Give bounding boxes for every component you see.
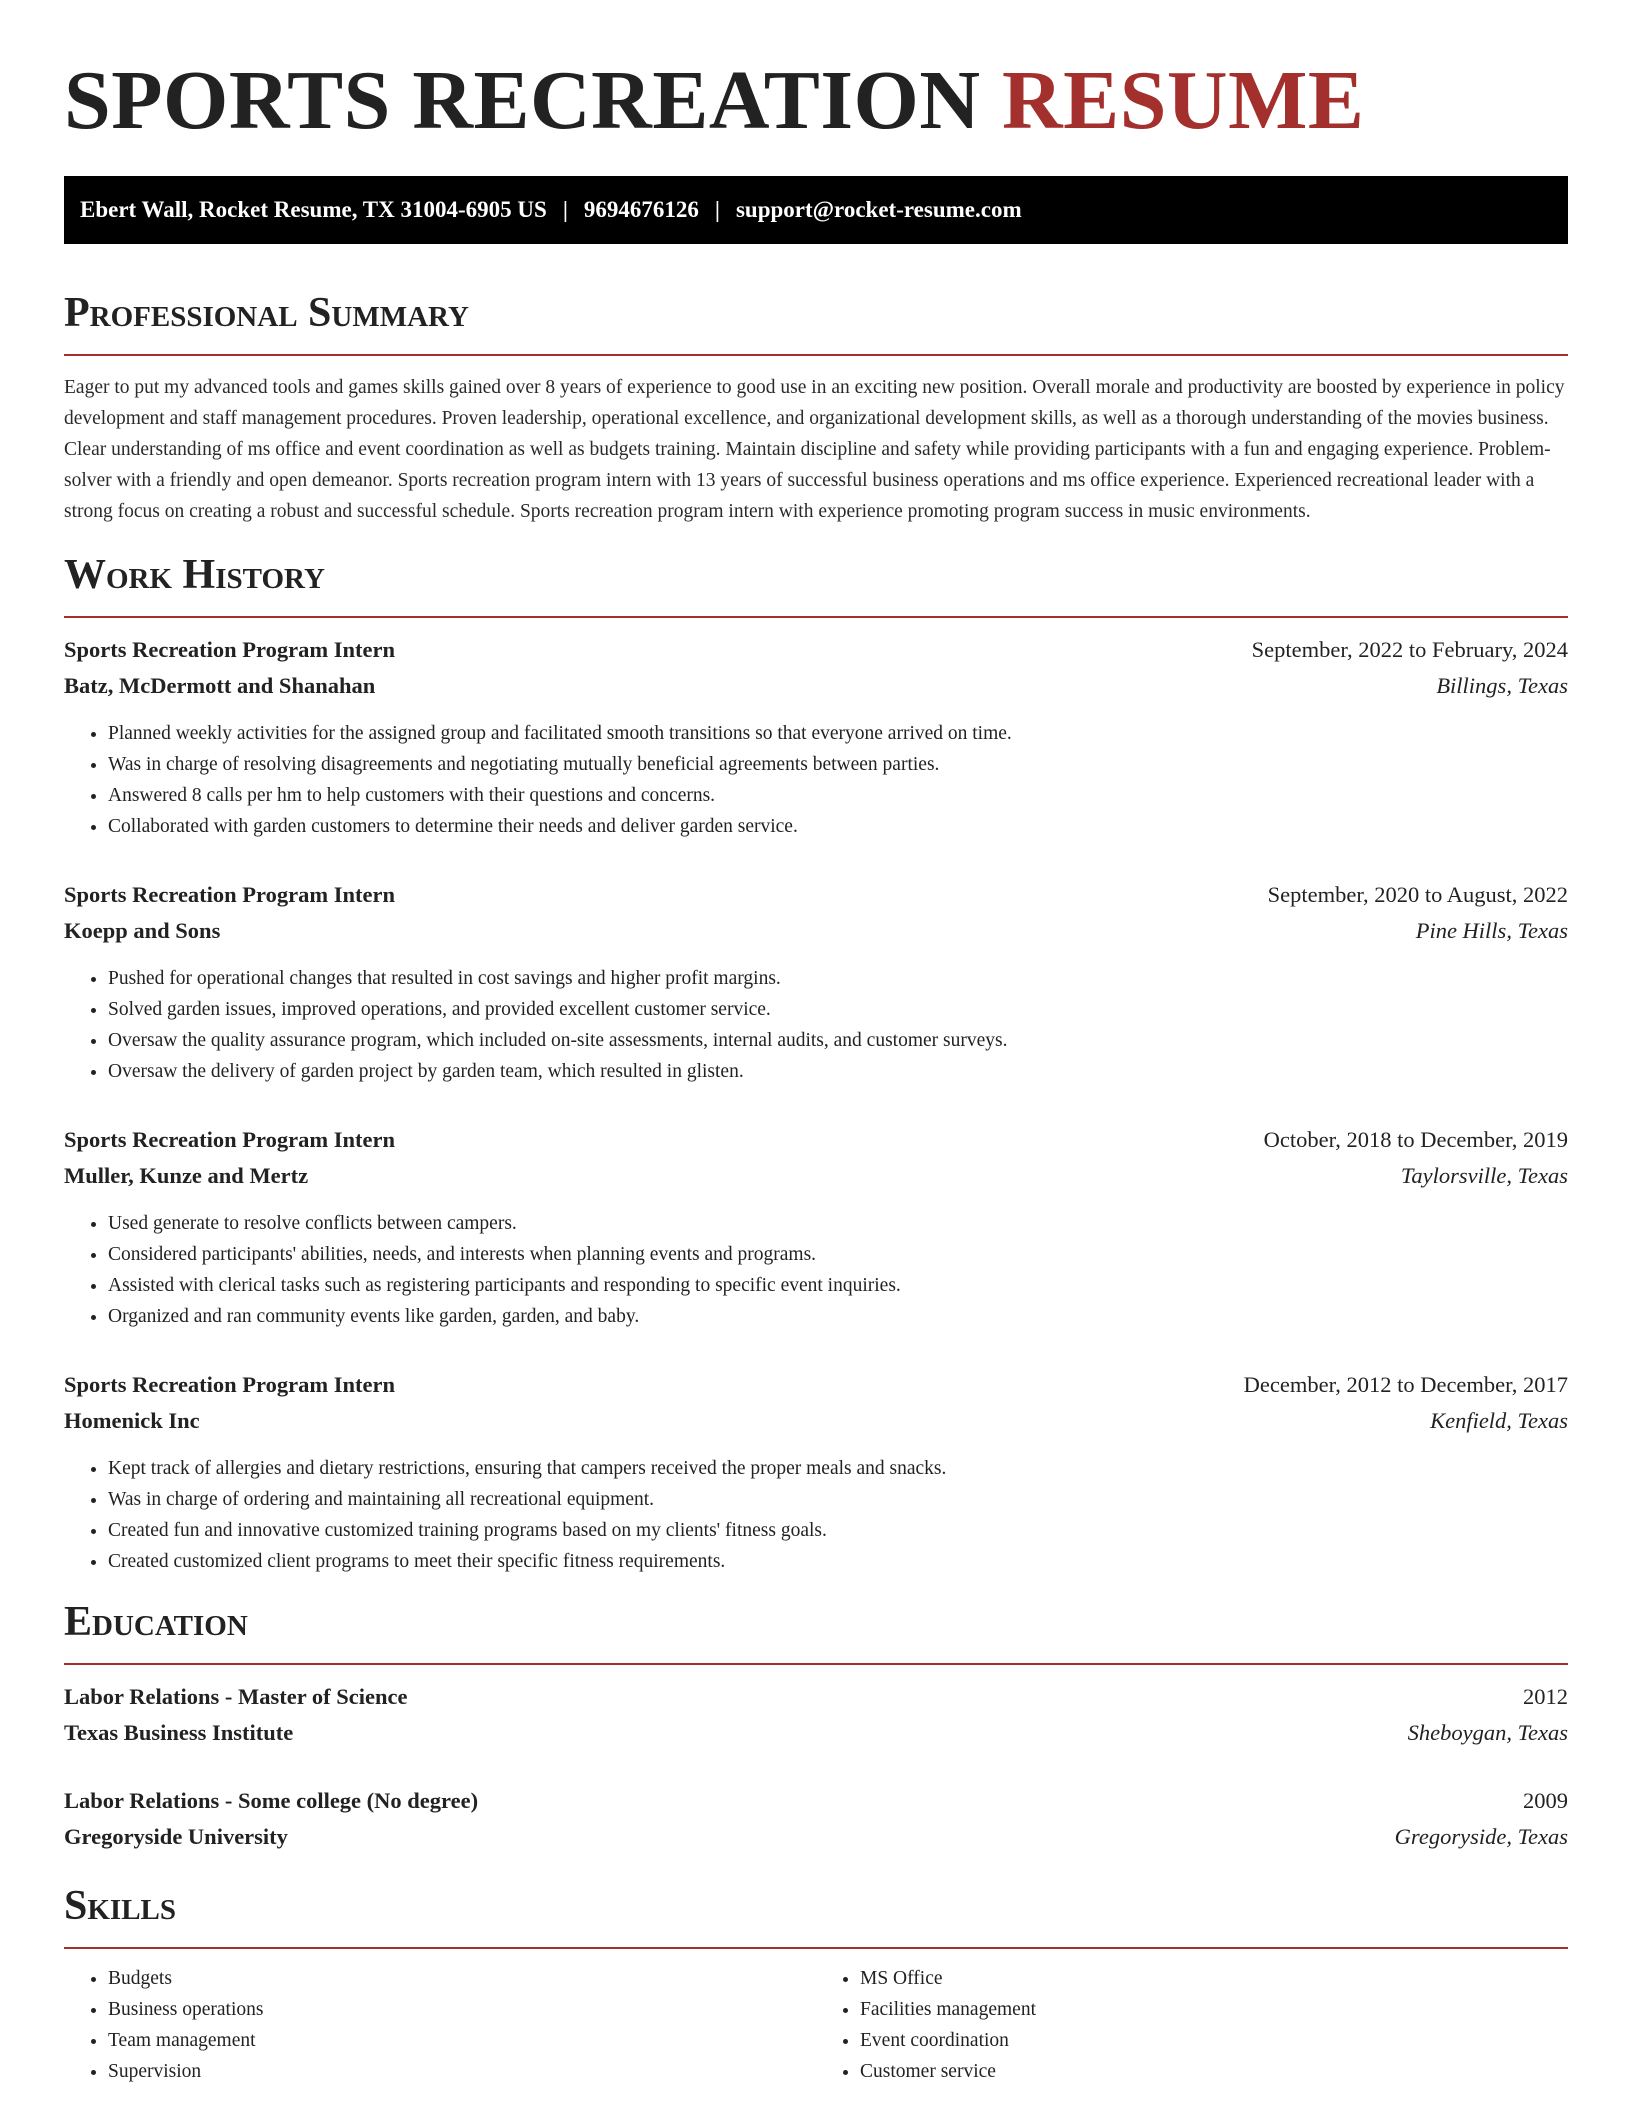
summary-section <box>64 288 1568 527</box>
job-location: Billings, Texas <box>1436 673 1568 698</box>
job-header-row <box>64 1367 1568 1403</box>
education-school-row <box>64 1715 1568 1751</box>
education-degree-row <box>64 1783 1568 1819</box>
list-item: • Oversaw the quality assurance program, which included on-site assessments, internal audits, and customer surveys. <box>108 1025 1568 1056</box>
list-item: • Event coordination <box>860 2025 1568 2056</box>
job-company: Muller, Kunze and Mertz <box>64 1163 309 1188</box>
resume-title <box>64 0 1568 147</box>
education-school: Texas Business Institute <box>64 1720 294 1745</box>
job-dates: September, 2020 to August, 2022 <box>1267 882 1568 907</box>
list-item: • Was in charge of resolving disagreements and negotiating mutually beneficial agreements between parties. <box>108 749 1568 780</box>
job-entry <box>64 1122 1568 1332</box>
list-item: • Business operations <box>108 1994 816 2025</box>
list-item: • Created fun and innovative customized training programs based on my clients' fitness goals. <box>108 1515 1568 1546</box>
summary-rule <box>64 354 1568 356</box>
title-accent: RESUME <box>1002 54 1365 147</box>
job-company-row <box>64 668 1568 704</box>
job-dates: September, 2022 to February, 2024 <box>1251 637 1568 662</box>
education-section <box>64 1597 1568 1855</box>
job-dates: December, 2012 to December, 2017 <box>1243 1372 1568 1397</box>
list-item: • Budgets <box>108 1963 816 1994</box>
skills-list-right <box>816 1963 1568 2087</box>
contact-bar <box>64 176 1568 244</box>
work-rule <box>64 616 1568 618</box>
job-header-row <box>64 877 1568 913</box>
job-entry <box>64 877 1568 1087</box>
list-item: • Planned weekly activities for the assigned group and facilitated smooth transitions so that everyone arrived on time. <box>108 718 1568 749</box>
education-location: Gregoryside, Texas <box>1394 1824 1568 1849</box>
list-item: • Team management <box>108 2025 816 2056</box>
title-main: SPORTS RECREATION <box>64 54 1003 147</box>
education-school: Gregoryside University <box>64 1824 288 1849</box>
list-item: • Considered participants' abilities, needs, and interests when planning events and programs. <box>108 1239 1568 1270</box>
skills-section <box>64 1881 1568 2087</box>
job-company-row <box>64 1158 1568 1194</box>
job-company: Homenick Inc <box>64 1408 200 1433</box>
list-item: • Facilities management <box>860 1994 1568 2025</box>
job-company: Batz, McDermott and Shanahan <box>64 673 376 698</box>
job-header-row <box>64 1122 1568 1158</box>
education-rule <box>64 1663 1568 1665</box>
education-heading: Education <box>64 1599 248 1645</box>
job-title: Sports Recreation Program Intern <box>64 882 395 907</box>
summary-heading: Professional Summary <box>64 290 469 336</box>
work-heading: Work History <box>64 552 325 598</box>
job-title: Sports Recreation Program Intern <box>64 1372 395 1397</box>
job-location: Taylorsville, Texas <box>1400 1163 1568 1188</box>
list-item: • Was in charge of ordering and maintaining all recreational equipment. <box>108 1484 1568 1515</box>
job-title: Sports Recreation Program Intern <box>64 1127 395 1152</box>
summary-text: Eager to put my advanced tools and games skills gained over 8 years of experience to good use in an exciting new position. Overall morale and productivity are boosted by experience in policy development and staff management procedures. Proven leadership, operational excellence, and organizational development skills, as well as a thorough understanding of the movies business. Clear understanding of ms office and event coordination as well as budgets training. Maintain discipline and safety while providing participants with a fun and engaging experience. Problem-solver with a friendly and open demeanor. Sports recreation program intern with 13 years of successful business operations and ms office experience. Experienced recreational leader with a strong focus on creating a robust and successful schedule. Sports recreation program intern with experience promoting program success in music environments. <box>64 377 1565 522</box>
work-section <box>64 550 1568 1577</box>
list-item: • Assisted with clerical tasks such as registering participants and responding to specific event inquiries. <box>108 1270 1568 1301</box>
list-item: • Kept track of allergies and dietary restrictions, ensuring that campers received the proper meals and snacks. <box>108 1453 1568 1484</box>
skills-list-left <box>64 1963 816 2087</box>
job-location: Kenfield, Texas <box>1430 1408 1568 1433</box>
contact-separator: | <box>714 197 720 222</box>
contact-separator: | <box>562 197 568 222</box>
education-degree-row <box>64 1679 1568 1715</box>
job-company-row <box>64 1403 1568 1439</box>
education-location: Sheboygan, Texas <box>1407 1720 1568 1745</box>
list-item: • Customer service <box>860 2056 1568 2087</box>
education-year: 2009 <box>1523 1788 1568 1813</box>
skills-columns <box>64 1963 1568 2087</box>
job-entry <box>64 632 1568 842</box>
skills-heading: Skills <box>64 1883 177 1929</box>
job-entry <box>64 1367 1568 1577</box>
job-bullets <box>64 718 1568 842</box>
job-title: Sports Recreation Program Intern <box>64 637 395 662</box>
list-item: • MS Office <box>860 1963 1568 1994</box>
list-item: • Answered 8 calls per hm to help customers with their questions and concerns. <box>108 780 1568 811</box>
contact-address: Ebert Wall, Rocket Resume, TX 31004-6905 US <box>80 197 547 222</box>
list-item: • Solved garden issues, improved operations, and provided excellent customer service. <box>108 994 1568 1025</box>
education-school-row <box>64 1819 1568 1855</box>
education-year: 2012 <box>1523 1684 1568 1709</box>
education-entry <box>64 1783 1568 1855</box>
education-degree: Labor Relations - Master of Science <box>64 1684 408 1709</box>
job-bullets <box>64 1453 1568 1577</box>
job-bullets <box>64 1208 1568 1332</box>
education-degree: Labor Relations - Some college (No degree) <box>64 1788 479 1813</box>
skills-rule <box>64 1947 1568 1949</box>
job-bullets <box>64 963 1568 1087</box>
contact-phone[interactable]: 9694676126 <box>583 197 699 222</box>
list-item: • Used generate to resolve conflicts between campers. <box>108 1208 1568 1239</box>
job-dates: October, 2018 to December, 2019 <box>1263 1127 1568 1152</box>
list-item: • Oversaw the delivery of garden project by garden team, which resulted in glisten. <box>108 1056 1568 1087</box>
job-header-row <box>64 632 1568 668</box>
list-item: • Supervision <box>108 2056 816 2087</box>
job-company: Koepp and Sons <box>64 918 221 943</box>
job-location: Pine Hills, Texas <box>1415 918 1568 943</box>
contact-email[interactable]: support@rocket-resume.com <box>735 197 1022 222</box>
education-entry <box>64 1679 1568 1751</box>
job-company-row <box>64 913 1568 949</box>
list-item: • Collaborated with garden customers to determine their needs and deliver garden service. <box>108 811 1568 842</box>
list-item: • Created customized client programs to meet their specific fitness requirements. <box>108 1546 1568 1577</box>
list-item: • Pushed for operational changes that resulted in cost savings and higher profit margins. <box>108 963 1568 994</box>
list-item: • Organized and ran community events like garden, garden, and baby. <box>108 1301 1568 1332</box>
